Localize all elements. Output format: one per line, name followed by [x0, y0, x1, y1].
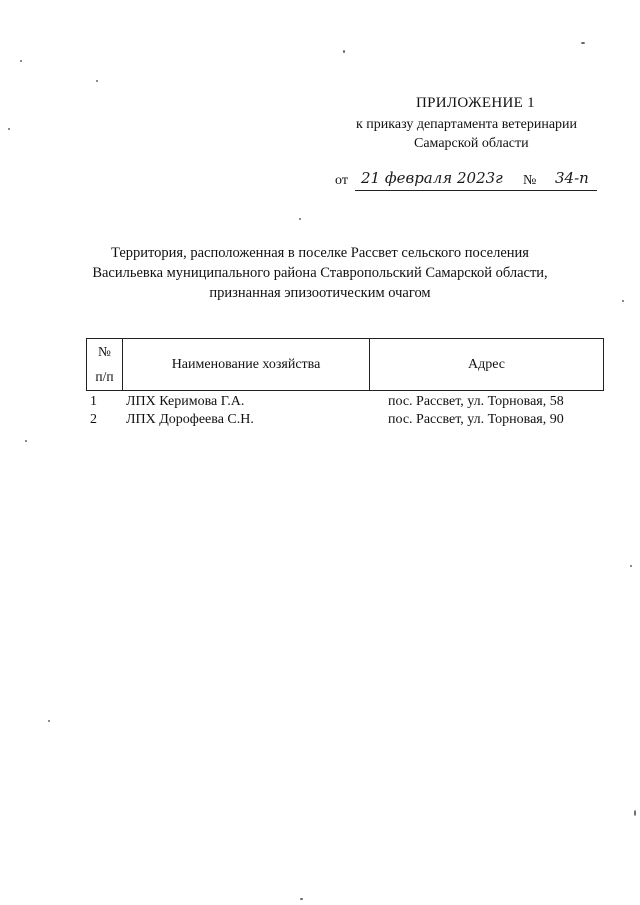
- header-number-symbol: №: [98, 344, 111, 359]
- document-title-line3: признанная эпизоотическим очагом: [209, 285, 431, 301]
- document-title-line2: Васильевка муниципального района Ставропольский Самарской области,: [92, 265, 548, 281]
- row-number: 1: [90, 394, 97, 409]
- scan-speck: [581, 42, 585, 44]
- scan-speck: [300, 898, 303, 900]
- table-header: [86, 338, 604, 391]
- row-farm-name: ЛПХ Керимова Г.А.: [126, 394, 245, 409]
- scan-speck: [25, 440, 27, 442]
- document-title-line1: Территория, расположенная в поселке Рассвет сельского поселения: [111, 245, 529, 261]
- header-number-abbrev: п/п: [95, 369, 114, 384]
- table-row: [90, 394, 600, 412]
- appendix-subtitle-line2: Самарской области: [414, 136, 529, 151]
- scan-speck: [634, 810, 636, 816]
- scan-speck: [96, 80, 98, 82]
- document-title: [60, 243, 580, 303]
- order-number-label: №: [523, 173, 537, 188]
- scan-speck: [343, 50, 345, 53]
- header-cell-number: [87, 339, 123, 390]
- scan-speck: [630, 565, 632, 567]
- order-date-handwritten: 21 февраля 2023г: [361, 169, 503, 187]
- row-farm-name: ЛПХ Дорофеева С.Н.: [126, 412, 254, 427]
- scan-speck: [622, 300, 624, 302]
- row-address: пос. Рассвет, ул. Торновая, 90: [388, 412, 564, 427]
- appendix-subtitle-line1: к приказу департамента ветеринарии: [356, 117, 578, 132]
- header-cell-name: Наименование хозяйства: [123, 339, 370, 390]
- scan-speck: [299, 218, 301, 220]
- order-from-label: от: [335, 173, 348, 188]
- row-address: пос. Рассвет, ул. Торновая, 58: [388, 394, 564, 409]
- order-reference: [333, 170, 597, 192]
- order-number-field: [543, 170, 597, 191]
- order-number-handwritten: 34-п: [555, 169, 589, 187]
- row-number: 2: [90, 412, 97, 427]
- table-body: [90, 394, 600, 430]
- scan-speck: [20, 60, 22, 62]
- table-row: [90, 412, 600, 430]
- appendix-title: ПРИЛОЖЕНИЕ 1: [416, 95, 535, 111]
- scan-speck: [48, 720, 50, 722]
- scan-speck: [8, 128, 10, 130]
- header-cell-address: Адрес: [467, 356, 505, 372]
